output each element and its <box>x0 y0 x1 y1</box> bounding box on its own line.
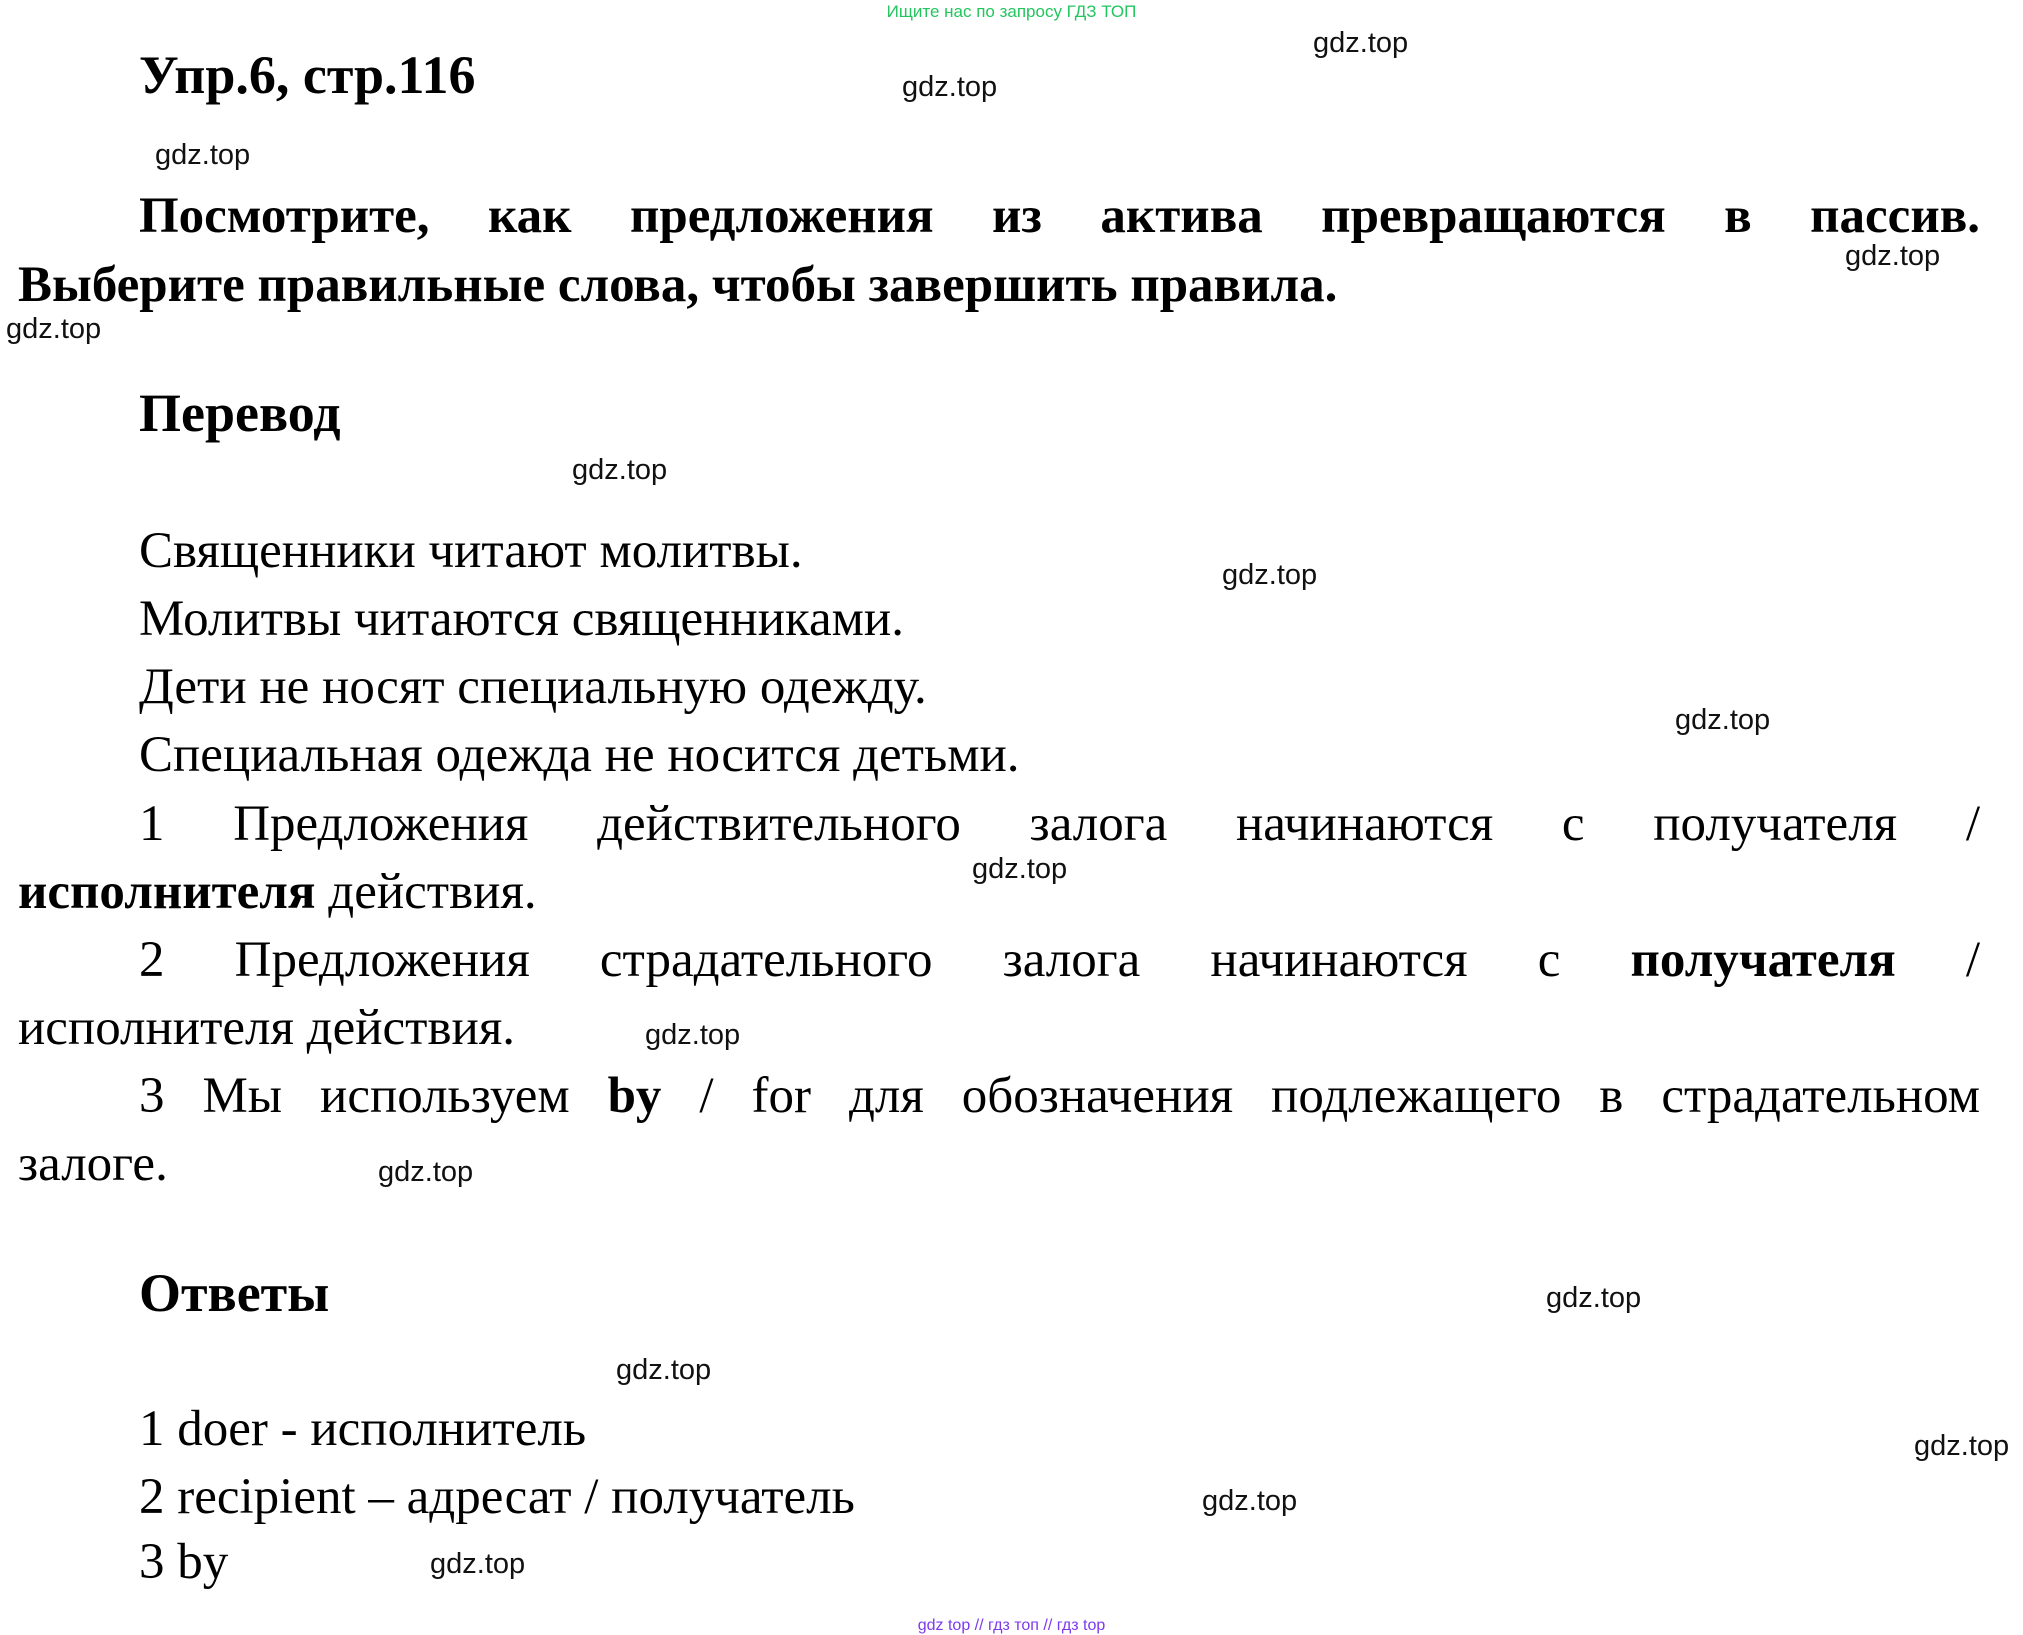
rule-2-pre: 2 Предложения страдательного залога начинаются с <box>139 932 1631 988</box>
rule-3-answer: by <box>607 1068 662 1124</box>
task-line-1: Посмотрите, как предложения из актива превращаются в пассив. <box>139 188 1980 244</box>
page-title: Упр.6, стр.116 <box>139 45 476 105</box>
watermark-text: gdz.top <box>155 139 251 171</box>
watermark-text: gdz.top <box>1675 704 1771 736</box>
bottom-banner-link[interactable]: gdz top <box>917 1617 971 1634</box>
rule-1-rest: действия. <box>315 864 537 920</box>
rule-1-line-1: 1 Предложения действительного залога начинаются с получателя / <box>139 796 1980 852</box>
answers-heading: Ответы <box>139 1263 330 1323</box>
answer-3: 3 by <box>139 1534 229 1590</box>
bottom-banner-link[interactable]: гдз top <box>1056 1617 1106 1634</box>
sentence-1: Священники читают молитвы. <box>139 523 803 579</box>
rule-3-line-1 <box>18 1062 1980 1130</box>
watermark-text: gdz.top <box>378 1156 474 1188</box>
watermark-text: gdz.top <box>972 853 1068 885</box>
answer-1: 1 doer - исполнитель <box>139 1401 587 1457</box>
rule-2-answer: получателя <box>1630 932 1896 988</box>
rule-3-pre: 3 Мы используем <box>139 1068 608 1124</box>
rule-3 <box>18 1062 1980 1198</box>
watermark-text: gdz.top <box>902 71 998 103</box>
watermark-text: gdz.top <box>1546 1282 1642 1314</box>
bottom-banner-separator: // <box>1043 1617 1053 1634</box>
watermark-text: gdz.top <box>1222 559 1318 591</box>
watermark-text: gdz.top <box>1914 1430 2010 1462</box>
rule-3-line-2: залоге. <box>18 1136 168 1192</box>
watermark-text: gdz.top <box>1845 240 1941 272</box>
answer-2: 2 recipient – адресат / получатель <box>139 1469 855 1525</box>
translation-heading: Перевод <box>139 383 341 443</box>
watermark-text: gdz.top <box>1313 27 1409 59</box>
watermark-text: gdz.top <box>6 313 102 345</box>
watermark-text: gdz.top <box>430 1548 526 1580</box>
task-instruction <box>18 182 1980 320</box>
rule-2-line-1 <box>18 926 1980 994</box>
watermark-text: gdz.top <box>616 1354 712 1386</box>
rule-3-post: / for для обозначения подлежащего в страдательном <box>661 1068 1980 1124</box>
rule-1-answer: исполнителя <box>18 864 316 920</box>
bottom-banner[interactable] <box>0 1617 2023 1635</box>
task-line-2: Выберите правильные слова, чтобы завершить правила. <box>18 257 1338 313</box>
rule-2 <box>18 926 1980 1062</box>
rule-2-line-2: исполнителя действия. <box>18 1000 516 1056</box>
watermark-text: gdz.top <box>1202 1485 1298 1517</box>
watermark-text: gdz.top <box>645 1019 741 1051</box>
top-banner[interactable]: Ищите нас по запросу ГДЗ ТОП <box>886 2 1137 21</box>
bottom-banner-separator: // <box>974 1617 984 1634</box>
sentence-3: Дети не носят специальную одежду. <box>139 659 927 715</box>
bottom-banner-link[interactable]: гдз топ <box>988 1617 1039 1634</box>
watermark-text: gdz.top <box>572 454 668 486</box>
rule-2-post: / <box>1895 932 1980 988</box>
sentence-2: Молитвы читаются священниками. <box>139 591 904 647</box>
sentence-4: Специальная одежда не носится детьми. <box>139 727 1020 783</box>
